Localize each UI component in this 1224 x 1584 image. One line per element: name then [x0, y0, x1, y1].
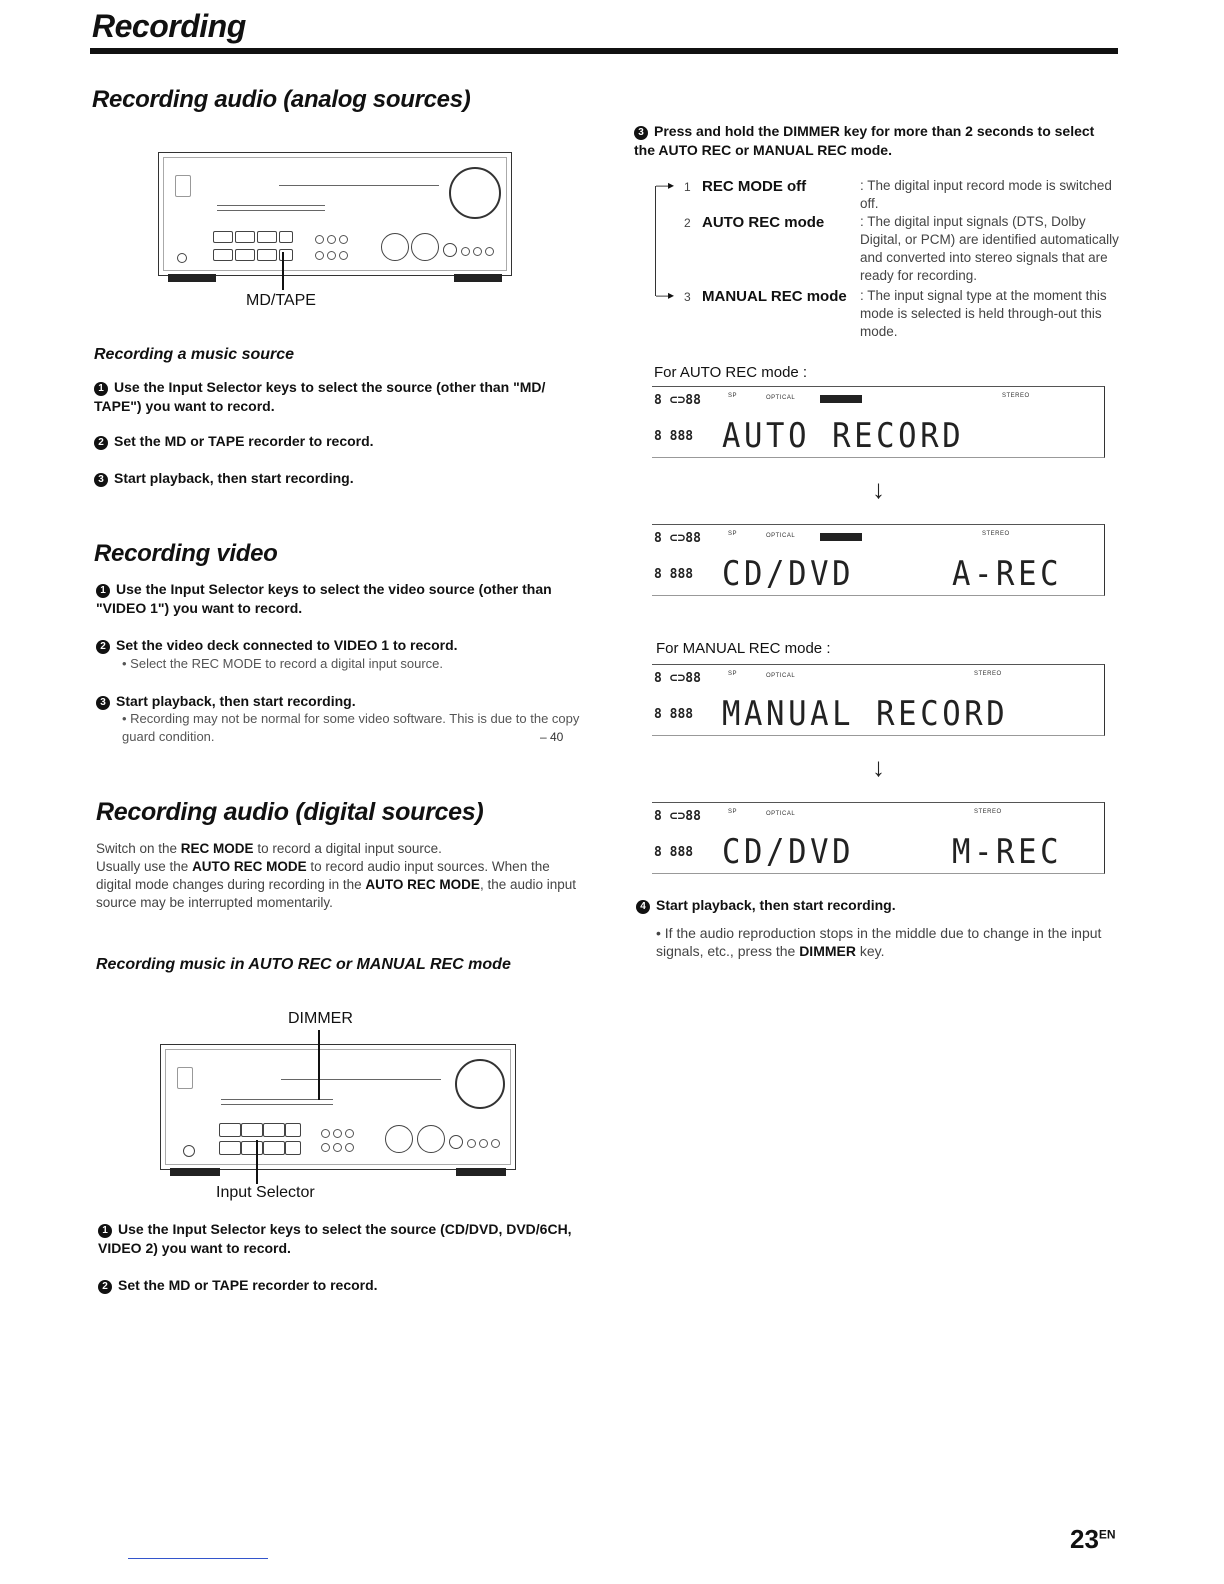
video-step-3-note: • Recording may not be normal for some video software. This is due to the copy guard condition. [122, 711, 580, 744]
mode-rec-off-desc: : The digital input record mode is switched off. [860, 178, 1112, 211]
step-number-icon: 3 [96, 696, 110, 710]
subheading-auto-manual: Recording music in AUTO REC or MANUAL REC mode [96, 956, 511, 973]
analog-step-3: 3 Start playback, then start recording. [94, 469, 590, 488]
fl-text-cd-dvd: CD/DVD [722, 832, 855, 872]
receiver-body [158, 152, 512, 276]
fl-text-a-rec: A-REC [952, 554, 1063, 594]
fl-text-cd-dvd: CD/DVD [722, 554, 855, 594]
auto-detect-badge-icon [820, 395, 862, 403]
balance-knob-icon [417, 1125, 445, 1153]
fl-text-m-rec: M-REC [952, 832, 1063, 872]
mode-rec-off: 1 REC MODE off [684, 178, 807, 195]
fl-optical: OPTICAL [766, 395, 796, 401]
fl-channel-icons: 8 888 [654, 429, 694, 444]
fl-display-manual-record [652, 664, 1105, 736]
label-manual-rec: For MANUAL REC mode : [656, 640, 831, 657]
fl-indicator-icons: 8 ⊂⊃88 [654, 393, 701, 408]
fl-channel-icons: 8 888 [654, 707, 694, 722]
digital-step-4: 4 Start playback, then start recording. [636, 896, 1116, 915]
callout-dimmer: DIMMER [288, 1010, 353, 1027]
balance-knob-icon [411, 233, 439, 261]
heading-video: Recording video [94, 540, 278, 567]
fl-sp: SP [728, 809, 738, 815]
title-rule [90, 48, 1118, 54]
step-number-icon: 2 [98, 1280, 112, 1294]
fl-optical: OPTICAL [766, 533, 796, 539]
mode-auto-rec-desc: : The digital input signals (DTS, Dolby Digital, or PCM) are identified automatically and converted into stereo signals that are ready for recording. [860, 214, 1119, 283]
video-step-2-note: • Select the REC MODE to record a digital input source. [122, 656, 444, 671]
callout-md-tape: MD/TAPE [246, 292, 316, 309]
step-number-icon: 4 [636, 900, 650, 914]
fl-display-m-rec [652, 802, 1105, 874]
page-title: Recording [92, 8, 246, 44]
page-reference: – 40 [540, 730, 564, 744]
mode-auto-rec: 2 AUTO REC mode [684, 214, 825, 231]
digital-step-3: 3 Press and hold the DIMMER key for more than 2 seconds to select the AUTO REC or MANUAL REC mode. [634, 123, 1095, 158]
step-number-icon: 1 [98, 1224, 112, 1238]
digital-intro-line-1: Switch on the REC MODE to record a digital input source. [96, 841, 442, 856]
volume-knob-icon [449, 167, 501, 219]
auto-detect-badge-icon [820, 533, 862, 541]
heading-digital: Recording audio (digital sources) [96, 798, 484, 826]
footer-rule [128, 1558, 268, 1559]
tone-knob-icon [385, 1125, 413, 1153]
mode-manual-rec-desc: : The input signal type at the moment this mode is selected is held through-out this mode. [860, 288, 1107, 339]
video-step-3: 3 Start playback, then start recording. [96, 692, 586, 711]
fl-display-auto-record [652, 386, 1105, 458]
digital-step-2: 2 Set the MD or TAPE recorder to record. [98, 1276, 588, 1295]
fl-channel-icons: 8 888 [654, 567, 694, 582]
heading-analog: Recording audio (analog sources) [92, 86, 471, 113]
fl-indicator-icons: 8 ⊂⊃88 [654, 671, 701, 686]
page-number: $23^{EN}$ [1070, 1524, 1116, 1554]
receiver-figure-digital [160, 1030, 518, 1190]
mode-cycle-bracket [655, 186, 656, 296]
fl-stereo: STEREO [1002, 393, 1030, 399]
fl-indicator-icons: 8 ⊂⊃88 [654, 531, 701, 546]
volume-knob-icon [455, 1059, 505, 1109]
step-number-icon: 1 [96, 584, 110, 598]
fl-stereo: STEREO [982, 531, 1010, 537]
fl-channel-icons: 8 888 [654, 845, 694, 860]
step-number-icon: 1 [94, 382, 108, 396]
fl-display-a-rec [652, 524, 1105, 596]
step-number-icon: 2 [94, 436, 108, 450]
md-tape-pointer [282, 252, 284, 290]
down-arrow-icon: ↓ [872, 752, 885, 782]
fl-indicator-icons: 8 ⊂⊃88 [654, 809, 701, 824]
input-selector-pointer [256, 1140, 258, 1184]
fl-optical: OPTICAL [766, 673, 796, 679]
video-step-1: 1 Use the Input Selector keys to select the video source (other than "VIDEO 1") you want to record. [96, 581, 552, 616]
dimmer-pointer [318, 1030, 320, 1100]
fl-stereo: STEREO [974, 671, 1002, 677]
fl-stereo: STEREO [974, 809, 1002, 815]
analog-step-1: 1 Use the Input Selector keys to select the source (other than "MD/ TAPE") you want to record. [94, 379, 546, 414]
step-number-icon: 2 [96, 640, 110, 654]
step-number-icon: 3 [634, 126, 648, 140]
mode-manual-rec: 3 MANUAL REC mode [684, 288, 847, 305]
digital-step-1: 1 Use the Input Selector keys to select the source (CD/DVD, DVD/6CH, VIDEO 2) you want to record. [98, 1221, 572, 1256]
fl-text-manual-record: MANUAL RECORD [722, 694, 1009, 734]
fl-sp: SP [728, 671, 738, 677]
fl-sp: SP [728, 393, 738, 399]
cycle-arrow-icon: —▸ [656, 288, 675, 302]
step-4-note: • If the audio reproduction stops in the middle due to change in the input signals, etc., press the DIMMER key. [656, 925, 1102, 959]
analog-step-2: 2 Set the MD or TAPE recorder to record. [94, 432, 590, 451]
cycle-arrow-icon: —▸ [656, 178, 675, 192]
receiver-body [160, 1044, 516, 1170]
digital-intro [96, 840, 586, 912]
fl-sp: SP [728, 531, 738, 537]
tone-knob-icon [381, 233, 409, 261]
video-step-2: 2 Set the video deck connected to VIDEO 1 to record. [96, 636, 586, 655]
down-arrow-icon: ↓ [872, 474, 885, 504]
step-number-icon: 3 [94, 473, 108, 487]
fl-text-auto-record: AUTO RECORD [722, 416, 965, 456]
label-auto-rec: For AUTO REC mode : [654, 364, 808, 381]
receiver-figure-analog [158, 152, 512, 292]
fl-optical: OPTICAL [766, 811, 796, 817]
digital-intro-line-2: Usually use the AUTO REC MODE to record audio input sources. When the digital mode changes during recording in the AUTO REC MODE, the audio input source may be interrupted momentarily. [96, 859, 577, 910]
callout-input-selector: Input Selector [216, 1184, 315, 1201]
subheading-music-source: Recording a music source [94, 346, 295, 363]
